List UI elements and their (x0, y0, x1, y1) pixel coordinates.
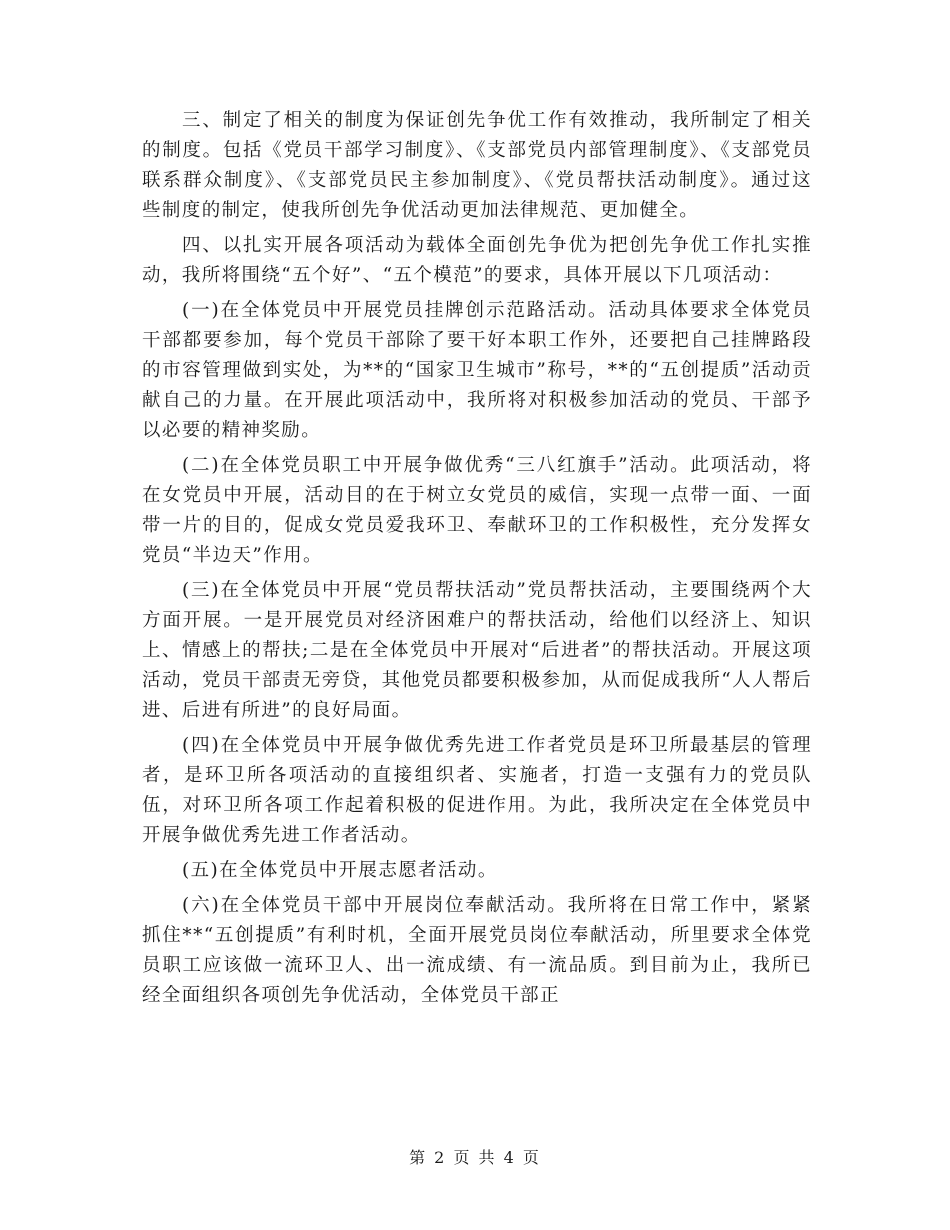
paragraph-3: 三、制定了相关的制度为保证创先争优工作有效推动，我所制定了相关的制度。包括《党员干部学习制度》、《支部党员内部管理制度》、《支部党员联系群众制度》、《支部党员民主参加制度》、《党员帮扶活动制度》。通过这些制度的制定，使我所创先争优活动更加法律规范、更加健全。 (142, 110, 812, 221)
paragraph-item-3: (三)在全体党员中开展“党员帮扶活动”党员帮扶活动，主要围绕两个大方面开展。一是开展党员对经济困难户的帮扶活动，给他们以经济上、知识上、情感上的帮扶;二是在全体党员中开展对“后进者”的帮扶活动。开展这项活动，党员干部责无旁贷，其他党员都要积极参加，从而促成我所“人人帮后进、后进有所进”的良好局面。 (142, 580, 812, 721)
paragraph-item-4: (四)在全体党员中开展争做优秀先进工作者党员是环卫所最基层的管理者，是环卫所各项活动的直接组织者、实施者，打造一支强有力的党员队伍，对环卫所各项工作起着积极的促进作用。为此，我所决定在全体党员中开展争做优秀先进工作者活动。 (142, 735, 812, 846)
body-text (142, 106, 812, 1016)
paragraph-item-1: (一)在全体党员中开展党员挂牌创示范路活动。活动具体要求全体党员干部都要参加，每个党员干部除了要干好本职工作外，还要把自己挂牌路段的市容管理做到实处，为**的“国家卫生城市”称号，**的“五创提质”活动贡献自己的力量。在开展此项活动中，我所将对积极参加活动的党员、干部予以必要的精神奖励。 (142, 300, 812, 441)
page-number-footer: 第 2 页 共 4 页 (409, 1148, 541, 1167)
paragraph-item-6: (六)在全体党员干部中开展岗位奉献活动。我所将在日常工作中，紧紧抓住**“五创提质”有利时机，全面开展党员岗位奉献活动，所里要求全体党员职工应该做一流环卫人、出一流成绩、有一流品质。到目前为止，我所已经全面组织各项创先争优活动，全体党员干部正 (142, 895, 812, 1006)
paragraph-item-2: (二)在全体党员职工中开展争做优秀“三八红旗手”活动。此项活动，将在女党员中开展，活动目的在于树立女党员的威信，实现一点带一面、一面带一片的目的，促成女党员爱我环卫、奉献环卫的工作积极性，充分发挥女党员“半边天”作用。 (142, 455, 812, 566)
paragraph-4: 四、以扎实开展各项活动为载体全面创先争优为把创先争优工作扎实推动，我所将围绕“五个好”、“五个模范”的要求，具体开展以下几项活动： (142, 235, 812, 286)
paragraph-item-5: (五)在全体党员中开展志愿者活动。 (182, 860, 498, 881)
